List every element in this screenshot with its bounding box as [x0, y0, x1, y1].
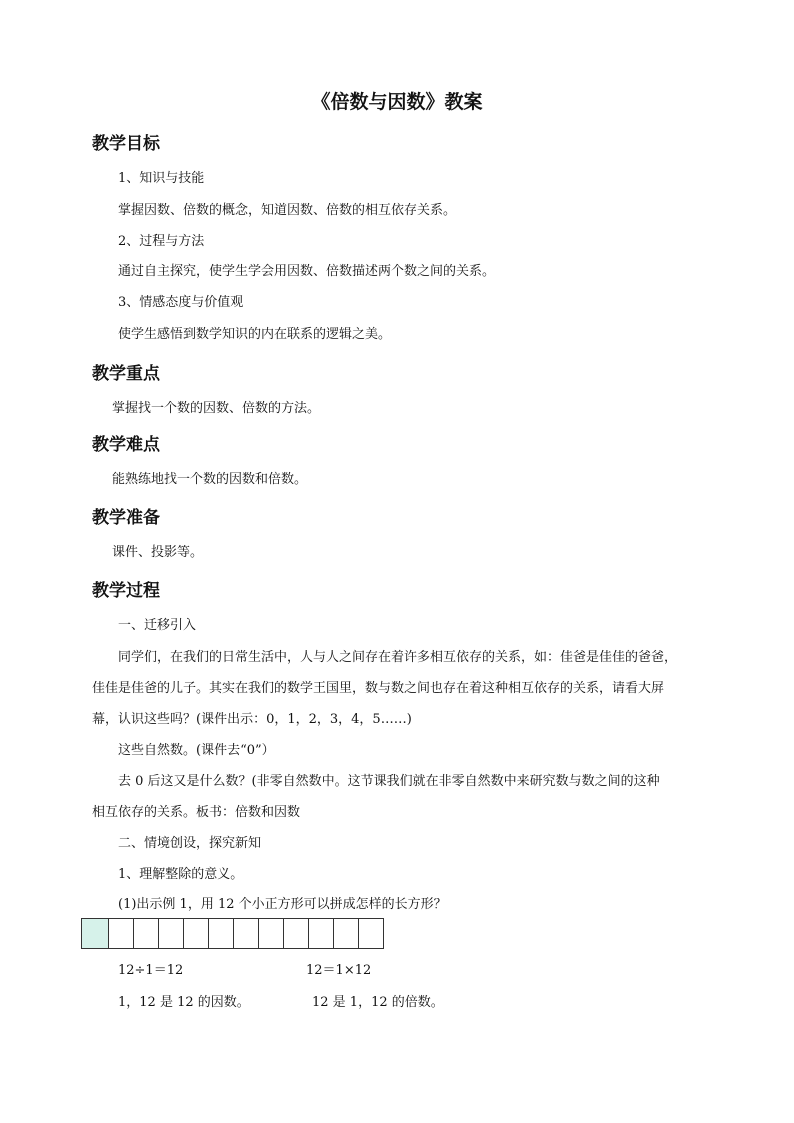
- preparation-text: 课件、投影等。: [112, 545, 204, 560]
- goal-1-text: 掌握因数、倍数的概念，知道因数、倍数的相互依存关系。: [118, 203, 457, 218]
- goal-1-title: 1、知识与技能: [118, 171, 205, 186]
- goal-3-title: 3、情感态度与价值观: [118, 295, 244, 310]
- difficult-points-text: 能熟练地找一个数的因数和倍数。: [112, 472, 308, 487]
- process-section-1-title: 一、迁移引入: [118, 618, 197, 633]
- grid-square: [183, 918, 209, 949]
- grid-square-highlighted: [81, 918, 109, 949]
- document-title: 《倍数与因数》教案: [311, 91, 483, 113]
- grid-square: [358, 918, 384, 949]
- process-section-2-title: 二、情境创设，探究新知: [118, 836, 262, 851]
- example-prompt: (1)出示例 1，用 12 个小正方形可以拼成怎样的长方形？: [118, 897, 447, 912]
- process-subsection-title: 1、理解整除的意义。: [118, 867, 244, 882]
- heading-goals: 教学目标: [92, 134, 160, 154]
- goal-2-title: 2、过程与方法: [118, 234, 205, 249]
- key-points-text: 掌握找一个数的因数、倍数的方法。: [112, 401, 321, 416]
- grid-square: [208, 918, 234, 949]
- process-paragraph-line: 相互依存的关系。板书：倍数和因数: [92, 805, 301, 820]
- heading-preparation: 教学准备: [92, 508, 160, 528]
- goal-3-text: 使学生感悟到数学知识的内在联系的逻辑之美。: [118, 327, 392, 342]
- grid-square: [133, 918, 159, 949]
- heading-key-points: 教学重点: [92, 364, 160, 384]
- grid-square: [233, 918, 259, 949]
- heading-process: 教学过程: [92, 581, 160, 601]
- process-paragraph-line: 同学们，在我们的日常生活中，人与人之间存在着许多相互依存的关系，如：佳爸是佳佳的爸爸，: [118, 650, 678, 665]
- grid-square: [283, 918, 309, 949]
- multiple-statement: 12 是 1，12 的倍数。: [312, 995, 444, 1010]
- equation-division: 12÷1＝12: [118, 963, 184, 978]
- process-paragraph-line: 去 0 后这又是什么数？(非零自然数中。这节课我们就在非零自然数中来研究数与数之间的这种: [118, 774, 660, 789]
- process-paragraph-line: 这些自然数。(课件去“0”）: [118, 743, 275, 758]
- heading-difficult-points: 教学难点: [92, 435, 160, 455]
- grid-square: [108, 918, 134, 949]
- equation-multiplication: 12＝1×12: [306, 963, 372, 978]
- grid-square: [158, 918, 184, 949]
- grid-square: [258, 918, 284, 949]
- square-grid: [81, 918, 384, 949]
- process-paragraph-line: 幕，认识这些吗？(课件出示：0，1，2，3，4，5……): [92, 712, 412, 727]
- process-paragraph-line: 佳佳是佳爸的儿子。其实在我们的数学王国里，数与数之间也存在着这种相互依存的关系，请看大屏: [92, 681, 665, 696]
- grid-square: [308, 918, 334, 949]
- factor-statement: 1，12 是 12 的因数。: [118, 995, 250, 1010]
- grid-square: [333, 918, 359, 949]
- goal-2-text: 通过自主探究，使学生学会用因数、倍数描述两个数之间的关系。: [118, 264, 496, 279]
